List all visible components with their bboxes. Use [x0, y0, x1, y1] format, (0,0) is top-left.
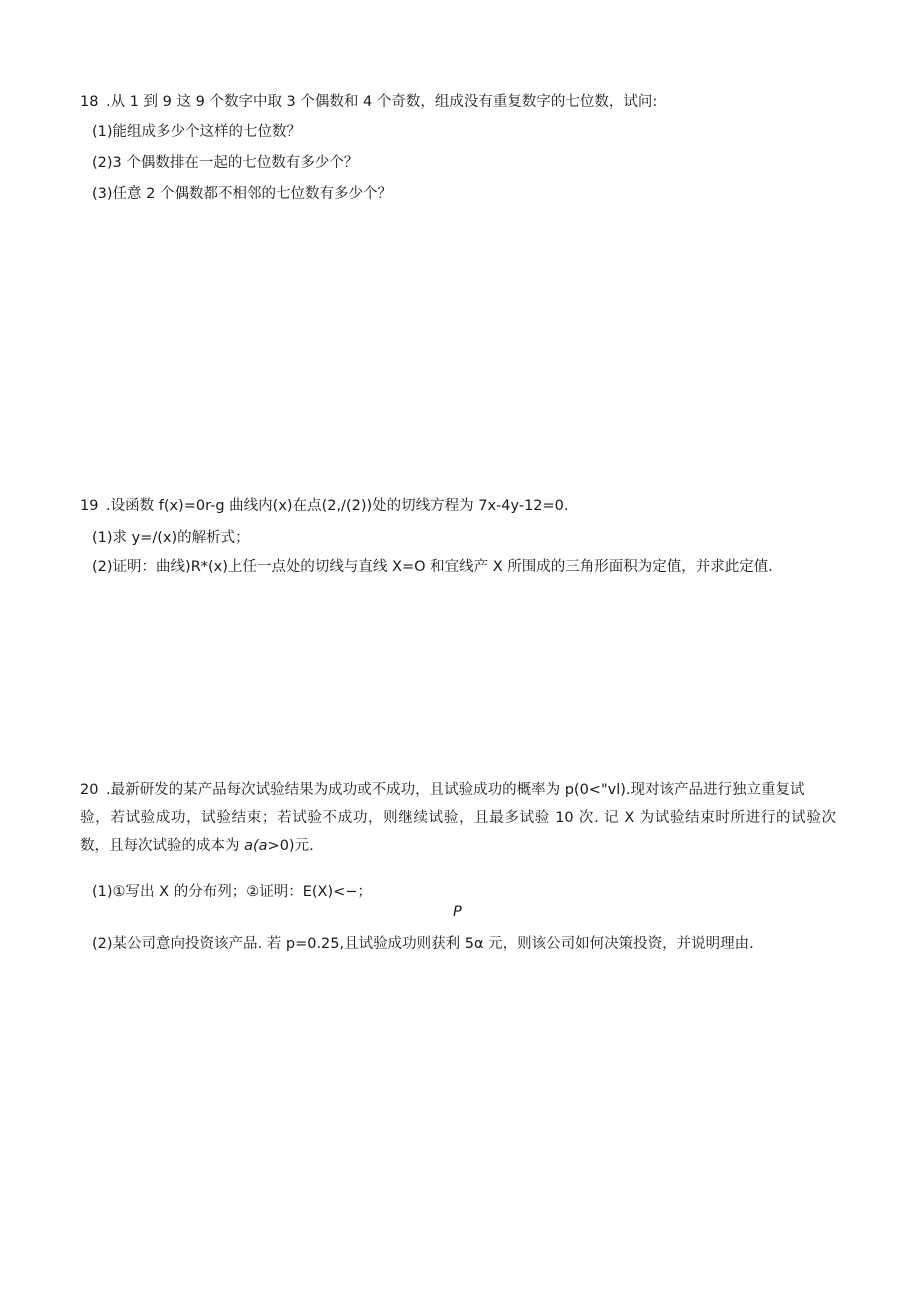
q20-stem-line-3	[80, 836, 314, 856]
q20-stem-line-3-suffix: >0)元.	[267, 838, 314, 854]
q19-part-1: (1)求 y=/(x)的解析式；	[92, 530, 250, 546]
q18-part-1: (1)能组成多少个这样的七位数？	[92, 124, 302, 140]
q20-stem-line-3-prefix: 数，且每次试验的成本为	[80, 838, 245, 854]
q20-stem-line-2: 验，若试验成功，试验结束；若试验不成功，则继续试验，且最多试验 10 次. 记 X 为试验结束时所进行的试验次	[80, 810, 836, 826]
q20-part-1: (1)①写出 X 的分布列；②证明：E(X)<−；	[92, 884, 372, 900]
q20-fraction-denominator: P	[453, 904, 462, 920]
q19-number: 19	[80, 498, 99, 514]
q18-stem-text: .从 1 到 9 这 9 个数字中取 3 个偶数和 4 个奇数，组成没有重复数字的七位数，试问:	[106, 94, 658, 110]
q20-stem-line-1-text: .最新研发的某产品每次试验结果为成功或不成功，且试验成功的概率为 p(0<"vl).现对该产品进行独立重复试	[106, 782, 805, 798]
q18-stem	[80, 92, 657, 112]
q19-part-2: (2)证明：曲线)R*(x)上任一点处的切线与直线 X=O 和宜线产 X 所围成的三角形面积为定值，并求此定值.	[92, 559, 773, 575]
q18-part-2: (2)3 个偶数排在一起的七位数有多少个？	[92, 155, 359, 171]
q20-part-2: (2)某公司意向投资该产品. 若 p=0.25,且试验成功则获利 5α 元，则该公司如何决策投资，并说明理由.	[92, 936, 754, 952]
q20-stem-line-3-italic: a(a	[244, 838, 268, 854]
q20-stem-line-1	[80, 780, 805, 800]
q18-part-3: (3)任意 2 个偶数都不相邻的七位数有多少个？	[92, 186, 392, 202]
q19-stem	[80, 496, 569, 516]
q19-stem-text: .设函数 f(x)=0r-g 曲线内(x)在点(2,/(2))处的切线方程为 7x-4y-12=0.	[106, 498, 569, 514]
q20-number: 20	[80, 782, 99, 798]
q18-number: 18	[80, 94, 99, 110]
